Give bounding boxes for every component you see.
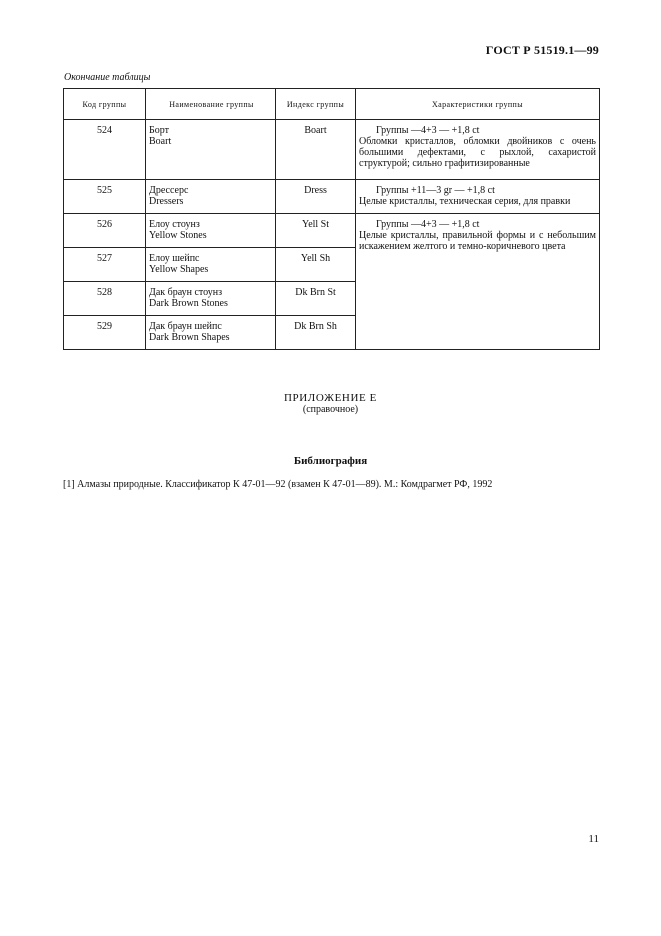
group-name-ru: Борт xyxy=(149,125,169,136)
page-number: 11 xyxy=(588,833,599,845)
group-index: Yell St xyxy=(276,214,356,248)
group-index: Dk Brn Sh xyxy=(276,316,356,350)
group-name-en: Dressers xyxy=(149,196,184,207)
bibliography-title: Библиография xyxy=(293,455,368,467)
group-code: 525 xyxy=(64,180,146,214)
table-row xyxy=(64,180,600,214)
characteristics-description: Целые кристаллы, техническая серия, для правки xyxy=(359,196,571,207)
group-name-en: Dark Brown Shapes xyxy=(149,332,230,343)
characteristics-description: Целые кристаллы, правильной формы и с небольшим искажением желтого и темно-коричневого цвета xyxy=(359,230,596,252)
group-name xyxy=(146,180,276,214)
characteristics-range: Группы —4+3 — +1,8 ct xyxy=(376,219,480,230)
characteristics-range: Группы —4+3 — +1,8 ct xyxy=(376,125,480,136)
group-code: 529 xyxy=(64,316,146,350)
group-code: 528 xyxy=(64,282,146,316)
group-name-ru: Елоу стоунз xyxy=(149,219,200,230)
group-name xyxy=(146,248,276,282)
group-name-en: Dark Brown Stones xyxy=(149,298,228,309)
group-index: Dress xyxy=(276,180,356,214)
table-row xyxy=(64,120,600,180)
column-header-index: Индекс группы xyxy=(276,89,356,120)
column-header-characteristics: Характеристики группы xyxy=(356,89,600,120)
group-characteristics-shared xyxy=(356,214,600,350)
group-index: Boart xyxy=(276,120,356,180)
group-name xyxy=(146,282,276,316)
column-header-name: Наименование группы xyxy=(146,89,276,120)
group-code: 526 xyxy=(64,214,146,248)
column-header-code: Код группы xyxy=(64,89,146,120)
appendix-subtitle: (справочное) xyxy=(302,404,359,415)
table-caption: Окончание таблицы xyxy=(64,72,151,83)
group-code: 527 xyxy=(64,248,146,282)
group-name xyxy=(146,120,276,180)
characteristics-description: Обломки кристаллов, обломки двойников с очень большими дефектами, с рыхлой, сахаристой структурой; сильно графитизированные xyxy=(359,136,596,169)
table-row xyxy=(64,214,600,248)
group-name-ru: Дак браун шейпс xyxy=(149,321,222,332)
group-name-ru: Дак браун стоунз xyxy=(149,287,223,298)
table-header-row xyxy=(64,89,600,120)
group-name-en: Yellow Stones xyxy=(149,230,207,241)
group-name-en: Yellow Shapes xyxy=(149,264,209,275)
diamond-groups-table xyxy=(63,88,600,350)
group-name-ru: Дрессерс xyxy=(149,185,189,196)
group-name xyxy=(146,214,276,248)
group-index: Yell Sh xyxy=(276,248,356,282)
group-characteristics xyxy=(356,180,600,214)
group-characteristics xyxy=(356,120,600,180)
group-name-ru: Елоу шейпс xyxy=(149,253,200,264)
document-header: ГОСТ Р 51519.1—99 xyxy=(485,43,599,57)
group-index: Dk Brn St xyxy=(276,282,356,316)
group-code: 524 xyxy=(64,120,146,180)
appendix-title: ПРИЛОЖЕНИЕ Е xyxy=(284,392,377,404)
characteristics-range: Группы +11—3 gr — +1,8 ct xyxy=(376,185,495,196)
group-name-en: Boart xyxy=(149,136,172,147)
bibliography-item: [1] Алмазы природные. Классификатор К 47-01—92 (взамен К 47-01—89). М.: Комдрагмет РФ, 1992 xyxy=(63,479,493,490)
group-name xyxy=(146,316,276,350)
